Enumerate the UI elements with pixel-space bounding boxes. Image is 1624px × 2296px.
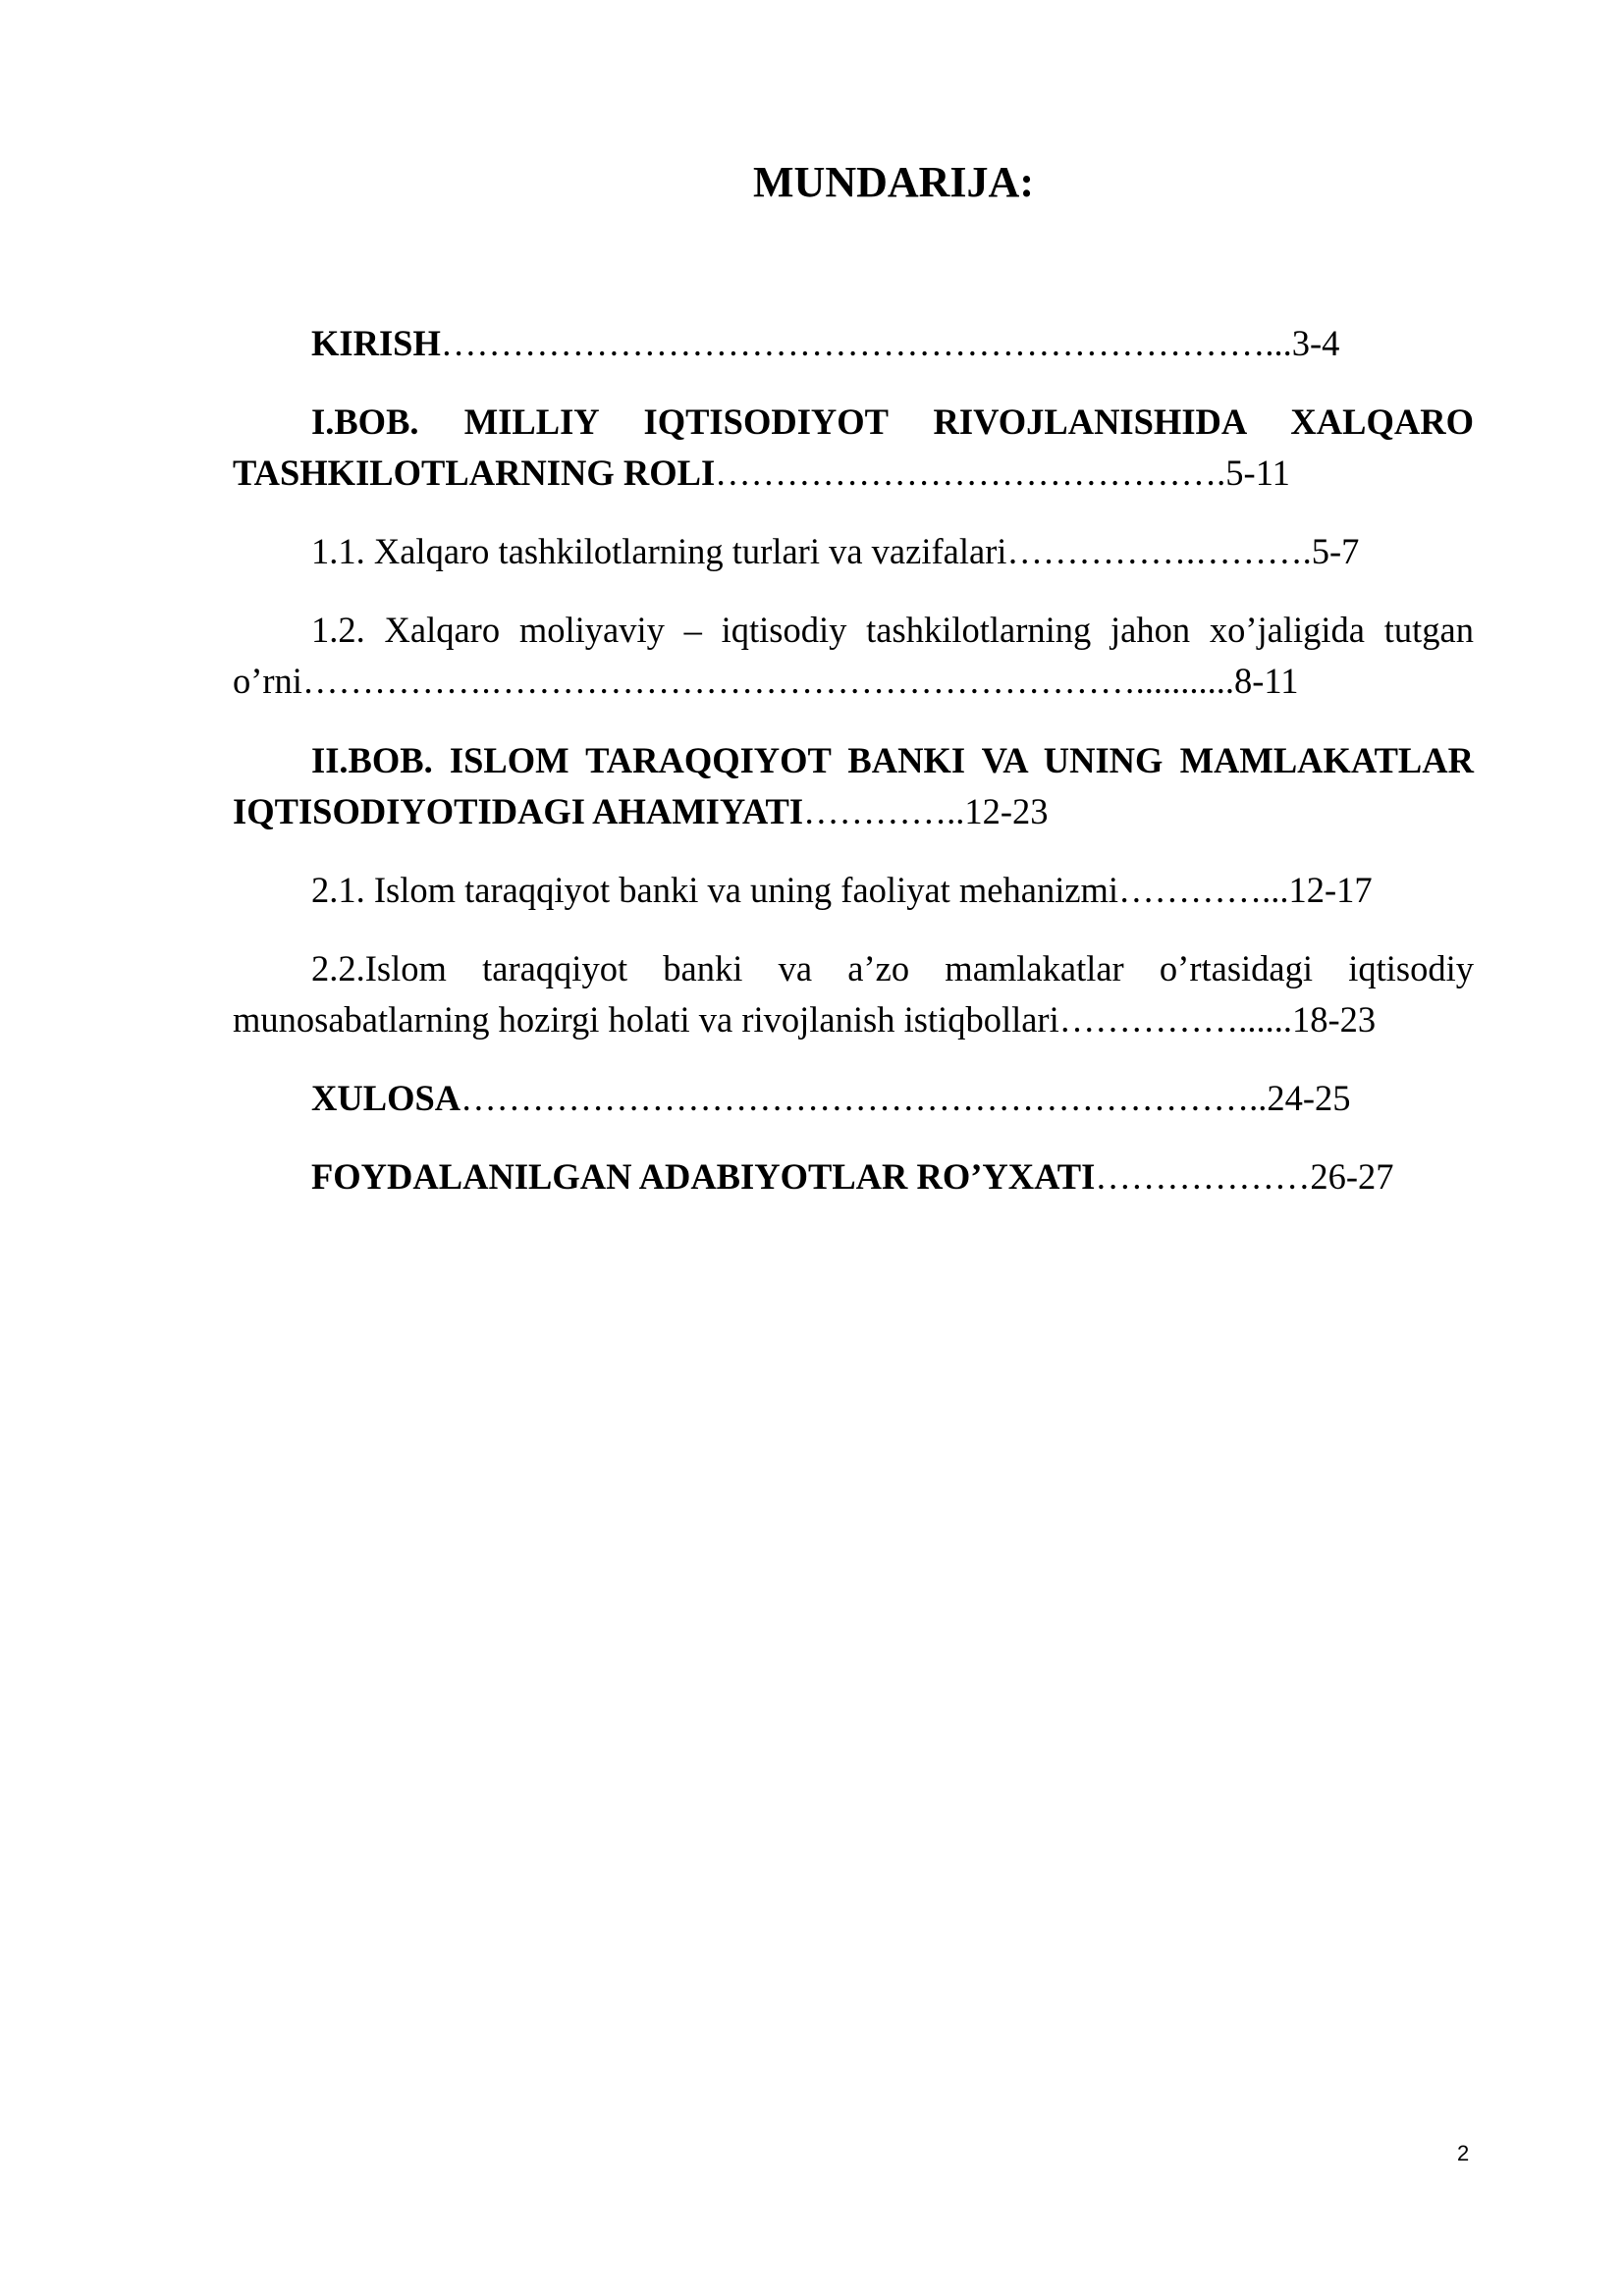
toc-pages: 12-23 — [964, 791, 1049, 831]
toc-pages: 26-27 — [1310, 1156, 1394, 1197]
toc-heading: XULOSA — [311, 1078, 461, 1118]
toc-pages: 8-11 — [1233, 661, 1299, 701]
toc-text: 2.2.Islom taraqqiyot banki va a’zo mamlakatlar o’rtasidagi iqtisodiy munosabatlarning hozirgi holati va rivojlanish istiqbollari — [233, 948, 1474, 1040]
toc-leader: ………….. — [803, 791, 965, 831]
toc-entry-section-2-2[interactable] — [233, 943, 1474, 1045]
toc-pages: 12-17 — [1288, 870, 1373, 910]
toc-pages: 3-4 — [1291, 323, 1340, 363]
toc-text: 1.2. Xalqaro moliyaviy – iqtisodiy tashkilotlarning jahon xo’jaligida tutgan o’rni — [233, 610, 1474, 701]
toc-pages: 24-25 — [1267, 1078, 1351, 1118]
toc-leader: …………….………………………………………………........... — [301, 661, 1234, 701]
toc-entry-xulosa[interactable] — [233, 1073, 1474, 1124]
toc-heading: KIRISH — [311, 323, 441, 363]
toc-pages: 5-11 — [1225, 453, 1290, 493]
toc-heading: I.BOB. MILLIY IQTISODIYOT RIVOJLANISHIDA XALQARO TASHKILOTLARNING ROLI — [233, 401, 1474, 493]
toc-entry-kirish[interactable] — [233, 318, 1474, 369]
toc-entry-section-2-1[interactable] — [233, 865, 1474, 916]
toc-entry-chapter-2[interactable] — [233, 735, 1474, 837]
toc-pages: 5-7 — [1311, 531, 1360, 571]
toc-text: 1.1. Xalqaro tashkilotlarning turlari va vazifalari — [311, 531, 1007, 571]
toc-entry-chapter-1[interactable] — [233, 397, 1474, 499]
toc-leader: ……………...... — [1058, 999, 1292, 1040]
toc-leader: …………... — [1118, 870, 1289, 910]
page-title: MUNDARIJA: — [753, 158, 1034, 206]
page-number: 2 — [1457, 2141, 1470, 2165]
toc-entry-section-1-2[interactable] — [233, 605, 1474, 707]
toc-pages: 18-23 — [1291, 999, 1377, 1040]
toc-leader: …………….………. — [1006, 531, 1312, 571]
toc-leader: ……………………………………. — [715, 453, 1226, 493]
toc-leader: ………………………………………………………….. — [460, 1078, 1268, 1118]
toc-entry-section-1-1[interactable] — [233, 526, 1474, 577]
toc-heading: II.BOB. ISLOM TARAQQIYOT BANKI VA UNING MAMLAKATLAR IQTISODIYOTIDAGI AHAMIYATI — [233, 740, 1474, 831]
toc-leader: ……………… — [1095, 1156, 1311, 1197]
toc-heading: FOYDALANILGAN ADABIYOTLAR RO’YXATI — [311, 1156, 1096, 1197]
toc-entry-bibliography[interactable] — [233, 1151, 1474, 1202]
toc-leader: ……………………………………………………………... — [440, 323, 1292, 363]
toc-text: 2.1. Islom taraqqiyot banki va uning faoliyat mehanizmi — [311, 870, 1119, 910]
